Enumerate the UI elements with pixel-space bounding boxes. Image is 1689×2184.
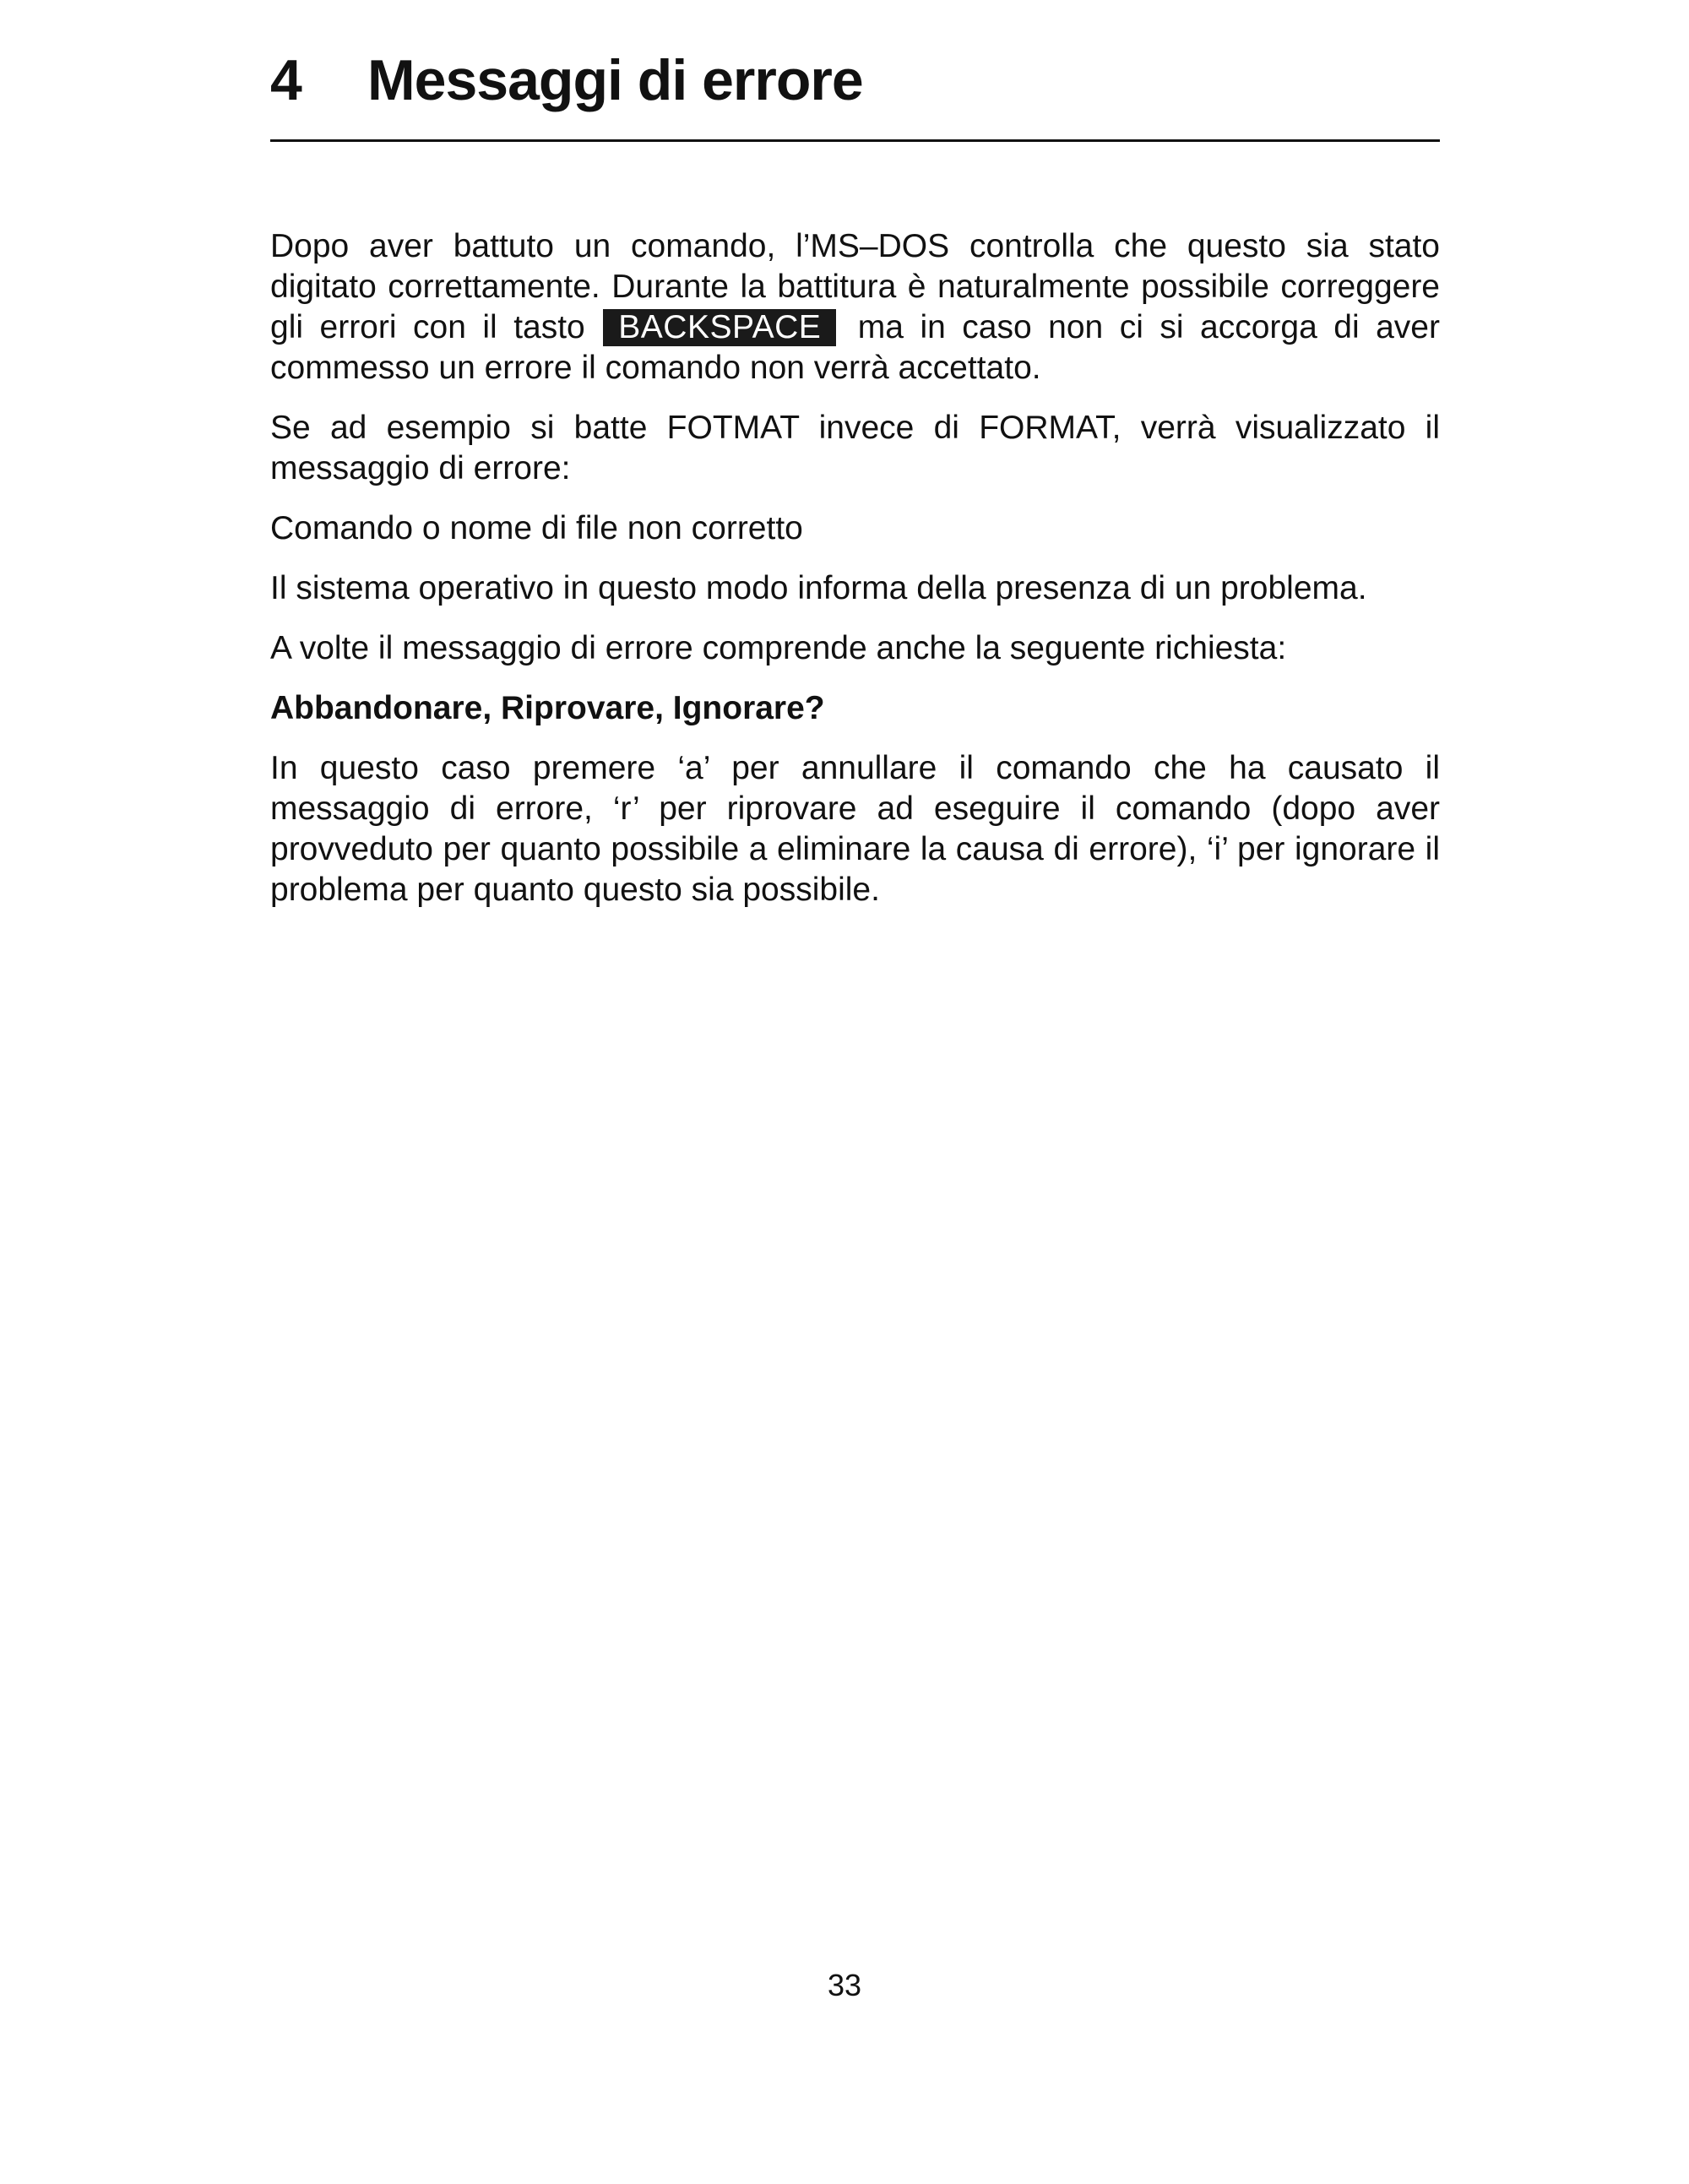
paragraph-intro <box>270 226 1440 388</box>
chapter-title <box>270 42 863 118</box>
error-prompt: Abbandonare, Riprovare, Ignorare? <box>270 690 825 726</box>
intro-text-after-key: ma in caso non ci si accorga di aver commesso un errore il comando non verrà accettato. <box>270 309 1440 386</box>
paragraph-example: Se ad esempio si batte FOTMAT invece di FORMAT, verrà visualizzato il messaggio di errore: <box>270 410 1440 486</box>
error-message-example: Comando o nome di file non corretto <box>270 510 803 546</box>
paragraph-instructions: In questo caso premere ‘a’ per annullare il comando che ha causato il messaggio di errore, ‘r’ per riprovare ad eseguire il comando (dopo aver provveduto per quanto possibile a eliminare la causa di errore), ‘i’ per ignorare il problema per quanto questo sia possibile. <box>270 750 1440 908</box>
title-divider <box>270 139 1440 142</box>
paragraph-system-info: Il sistema operativo in questo modo informa della presenza di un problema. <box>270 570 1367 606</box>
chapter-title-text: Messaggi di errore <box>367 48 863 112</box>
chapter-number: 4 <box>270 48 301 112</box>
page-number: 33 <box>827 1968 862 2002</box>
page-body <box>270 226 1440 930</box>
paragraph-prompt-intro: A volte il messaggio di errore comprende anche la seguente richiesta: <box>270 630 1287 666</box>
backspace-key-label: BACKSPACE <box>603 309 836 346</box>
intro-text-before-key: Dopo aver battuto un comando, l’MS–DOS controlla che questo sia stato digitato correttamente. Durante la battitura è naturalmente possibile correggere gli errori con il tasto <box>270 228 1440 345</box>
